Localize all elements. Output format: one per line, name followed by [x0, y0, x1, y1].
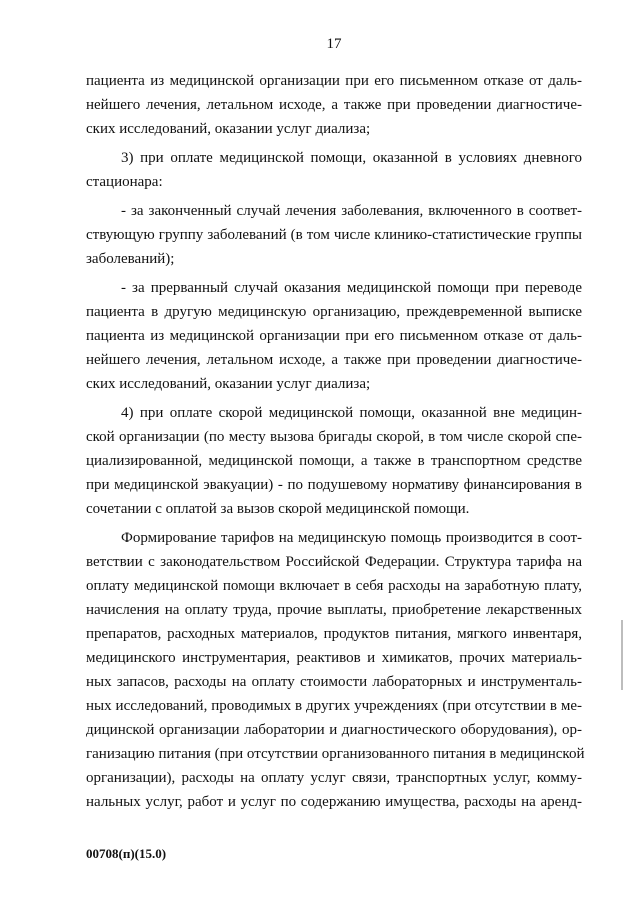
text-line: сочетании с оплатой за вызов скорой медицинской помощи.: [86, 501, 470, 517]
scan-artifact: [621, 620, 623, 690]
text-line: - за законченный случай лечения заболевания, включенного в соответ-: [121, 203, 582, 219]
text-line: пациента в другую медицинскую организацию, преждевременной выписке: [86, 304, 582, 320]
text-line: организации), расходы на оплату услуг связи, транспортных услуг, комму-: [86, 770, 582, 786]
text-line: нейшего лечения, летальном исходе, а также при проведении диагностиче-: [86, 352, 582, 368]
document-code: 00708(п)(15.0): [86, 846, 167, 861]
text-line: препаратов, расходных материалов, продуктов питания, мягкого инвентаря,: [86, 626, 582, 642]
text-line: ных исследований, проводимых в других учреждениях (при отсутствии в ме-: [86, 698, 582, 714]
text-line: пациента из медицинской организации при его письменном отказе от даль-: [86, 328, 582, 344]
text-line: начисления на оплату труда, прочие выплаты, приобретение лекарственных: [86, 602, 582, 618]
text-line: стационара:: [86, 174, 163, 190]
text-line: пациента из медицинской организации при его письменном отказе от даль-: [86, 73, 582, 89]
text-line: ствующую группу заболеваний (в том числе клинико-статистические группы: [86, 227, 582, 243]
text-line: - за прерванный случай оказания медицинской помощи при переводе: [121, 280, 582, 296]
text-line: нальных услуг, работ и услуг по содержанию имущества, расходы на аренд-: [86, 794, 582, 810]
text-line: при медицинской эвакуации) - по подушевому нормативу финансирования в: [86, 477, 582, 493]
text-line: дицинской организации лаборатории и диагностического оборудования), ор-: [86, 722, 582, 738]
text-line: ских исследований, оказании услуг диализа;: [86, 121, 371, 137]
page-number: 17: [326, 36, 342, 52]
text-line: заболеваний);: [86, 251, 175, 267]
text-line: циализированной, медицинской помощи, а также в транспортном средстве: [86, 453, 582, 469]
text-line: 3) при оплате медицинской помощи, оказанной в условиях дневного: [121, 150, 582, 166]
text-line: 4) при оплате скорой медицинской помощи, оказанной вне медицин-: [121, 405, 582, 421]
text-line: ных запасов, расходы на оплату стоимости лабораторных и инструменталь-: [86, 674, 582, 690]
text-line: Формирование тарифов на медицинскую помощь производится в соот-: [121, 530, 582, 546]
text-line: ских исследований, оказании услуг диализа;: [86, 376, 371, 392]
text-line: нейшего лечения, летальном исходе, а также при проведении диагностиче-: [86, 97, 582, 113]
text-line: ской организации (по месту вызова бригады скорой, в том числе скорой спе-: [86, 429, 582, 445]
text-line: ветствии с законодательством Российской Федерации. Структура тарифа на: [86, 554, 582, 570]
text-line: ганизацию питания (при отсутствии организованного питания в медицинской: [86, 746, 585, 762]
text-line: медицинского инструментария, реактивов и химикатов, прочих материаль-: [86, 650, 582, 666]
text-line: оплату медицинской помощи включает в себя расходы на заработную плату,: [86, 578, 582, 594]
